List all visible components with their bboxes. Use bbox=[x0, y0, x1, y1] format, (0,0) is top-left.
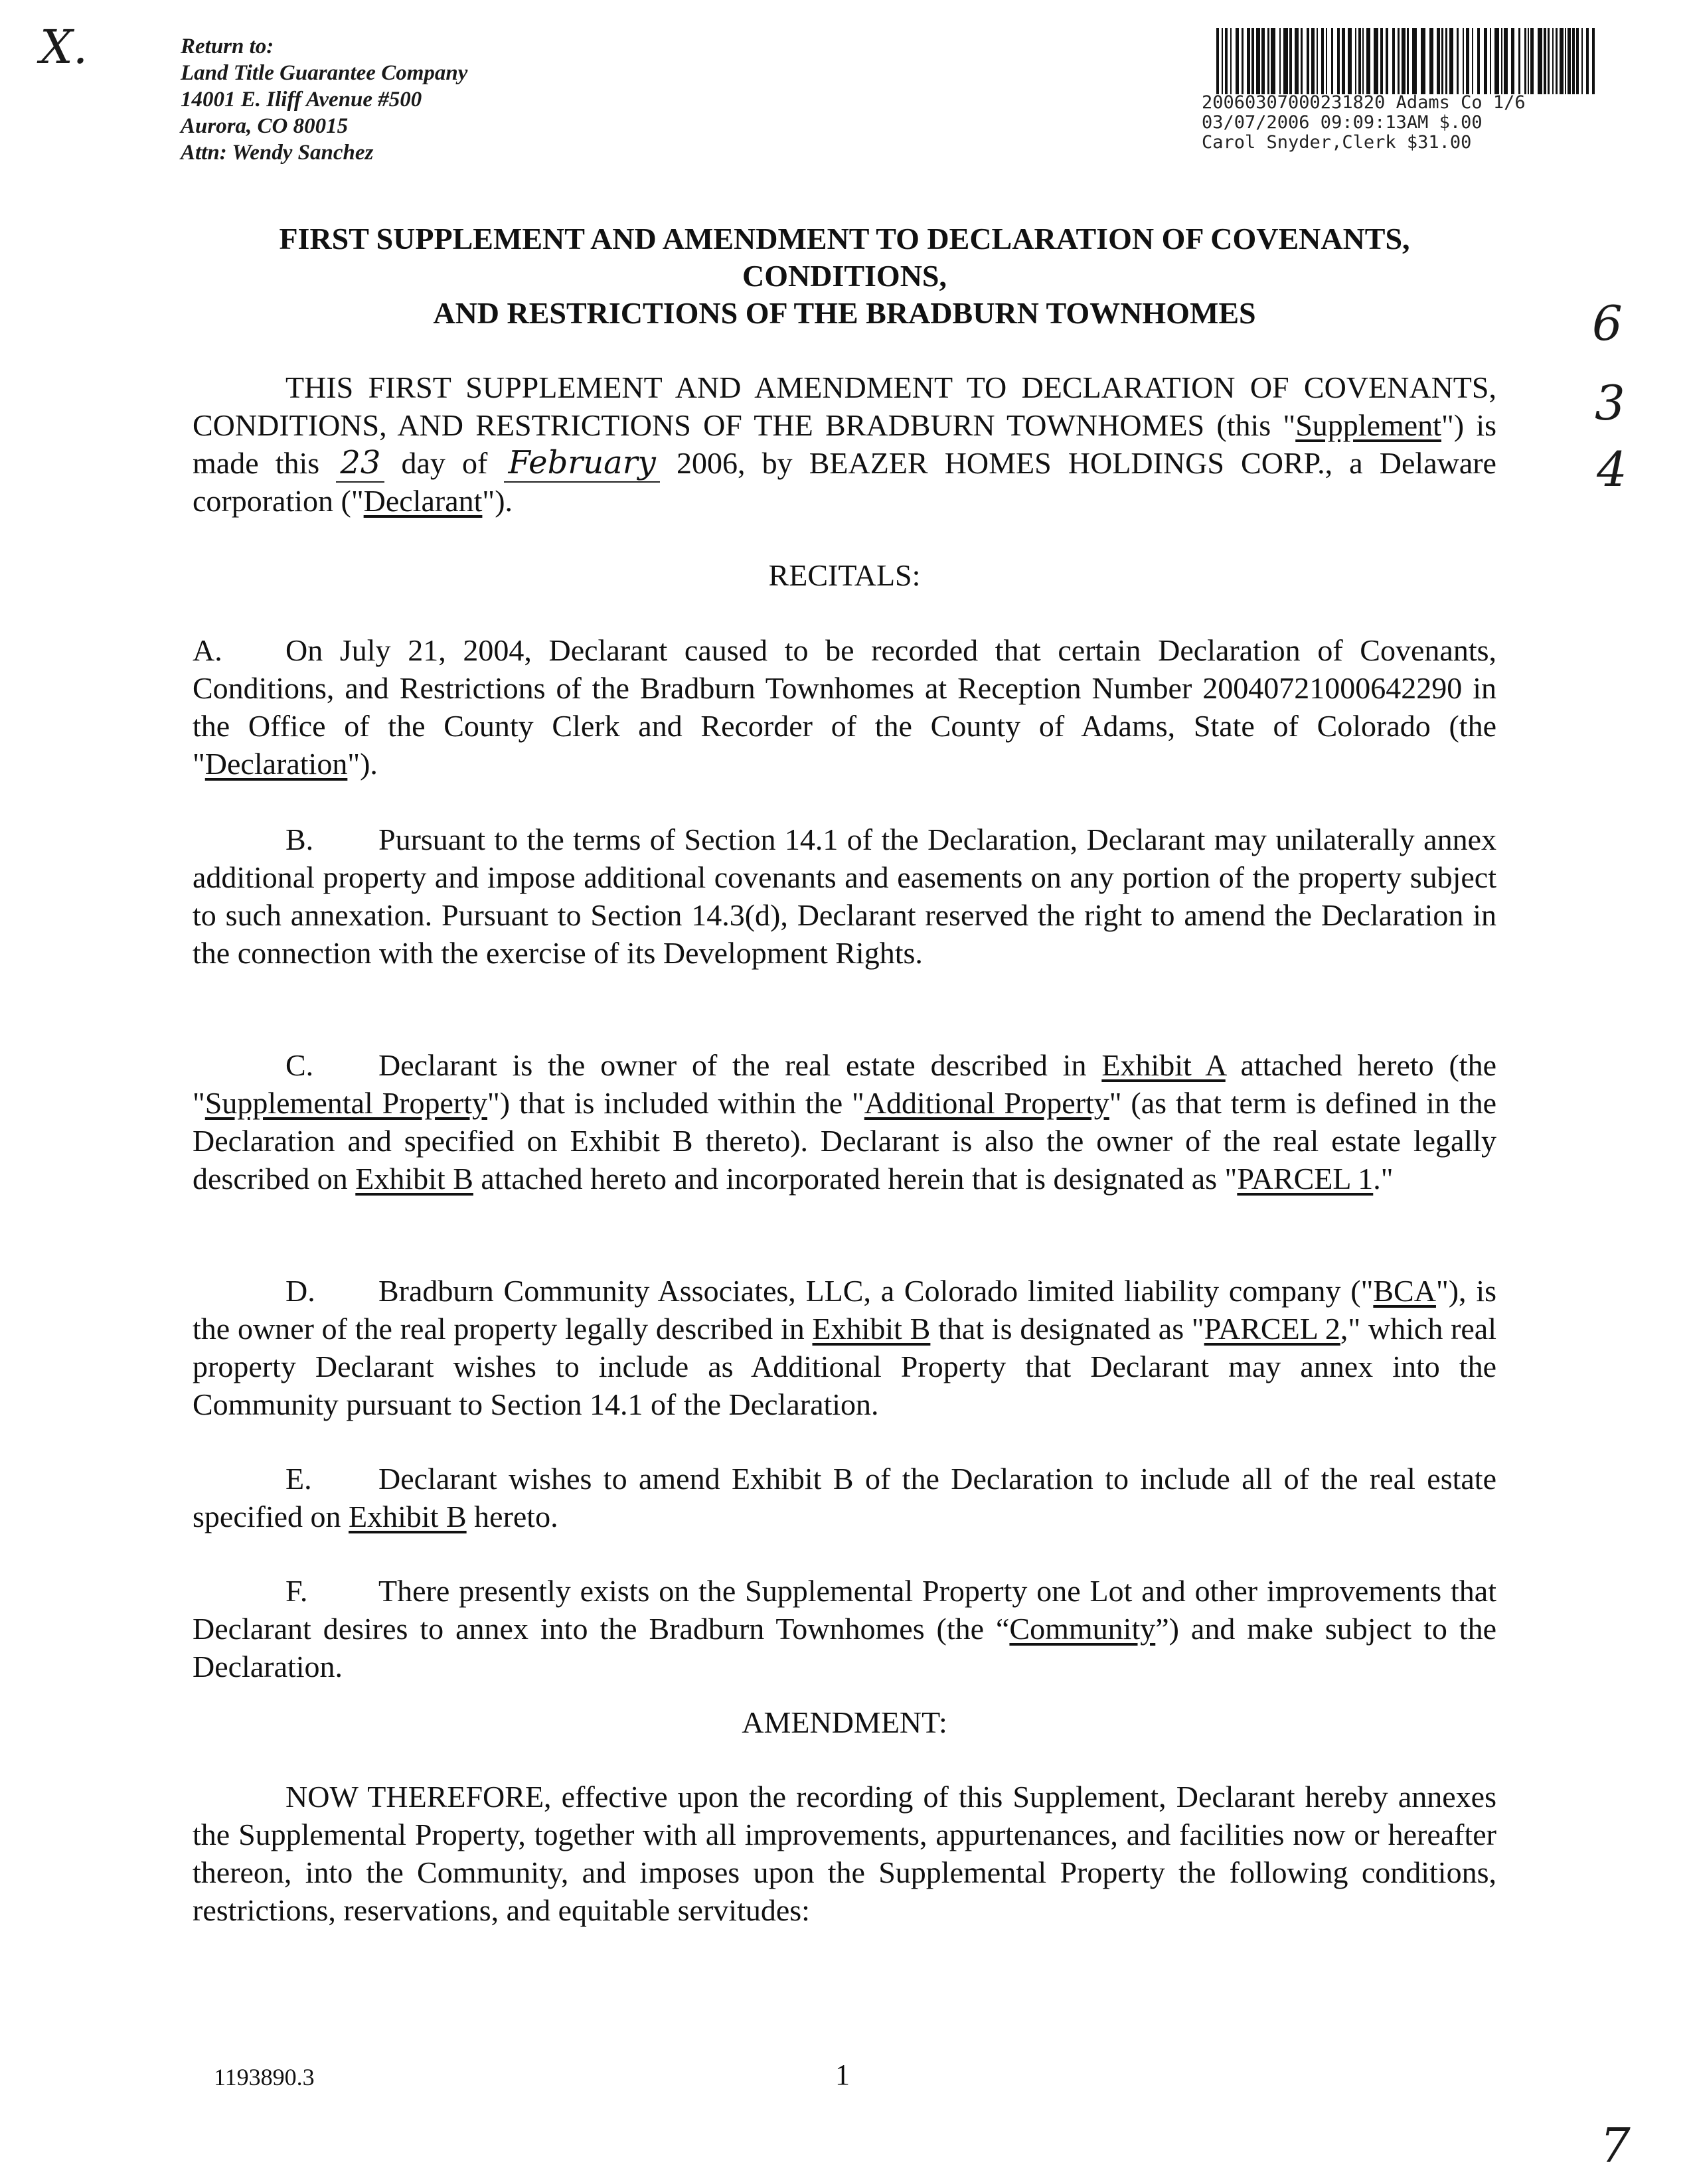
document-id: 1193890.3 bbox=[214, 2064, 315, 2090]
link-exhibit-a: Exhibit A bbox=[1101, 1048, 1226, 1082]
stamp-line-2: 03/07/2006 09:09:13AM $.00 bbox=[1202, 112, 1483, 133]
barcode-bar bbox=[1362, 28, 1364, 94]
barcode-bar bbox=[1283, 28, 1288, 94]
barcode-bar bbox=[1342, 28, 1345, 94]
stamp-line-1: 20060307000231820 Adams Co 1/6 bbox=[1202, 92, 1526, 113]
barcode-bar bbox=[1524, 28, 1526, 94]
barcode-bar bbox=[1295, 28, 1299, 94]
recital-f-letter: F. bbox=[285, 1574, 308, 1608]
recital-d-text-2: "), is the owner of the real property legally described in bbox=[193, 1274, 1497, 1346]
intro-text-5: "). bbox=[482, 484, 513, 518]
barcode-bar bbox=[1494, 28, 1499, 94]
amendment-heading: AMENDMENT: bbox=[742, 1705, 947, 1739]
intro-paragraph bbox=[193, 368, 1496, 520]
barcode-bar bbox=[1380, 28, 1383, 94]
barcode-bar bbox=[1445, 28, 1447, 94]
barcode-bar bbox=[1429, 28, 1433, 94]
barcode-bar bbox=[1225, 28, 1228, 94]
recital-d-text-4: ," which real property Declarant wishes to include as Additional Property that Declarant may annex into the Community pursuant to Section 14.1 of the Declaration. bbox=[193, 1312, 1497, 1421]
recital-c-letter: C. bbox=[285, 1048, 314, 1082]
barcode-bar bbox=[1392, 28, 1395, 94]
term-additional-property: Additional Property bbox=[864, 1086, 1109, 1120]
recital-d-text-3: that is designated as " bbox=[930, 1312, 1204, 1346]
recital-a-letter: A. bbox=[193, 633, 222, 667]
barcode-bar bbox=[1565, 28, 1566, 94]
recital-f-text-1: There presently exists on the Supplemental Property one Lot and other improvements that Declarant desires to annex into the Bradburn Townhomes (the “ bbox=[193, 1574, 1496, 1646]
barcode-bar bbox=[1560, 28, 1564, 94]
document-title bbox=[193, 220, 1496, 332]
recital-a-text-2: "). bbox=[347, 747, 378, 781]
recital-e bbox=[193, 1460, 1496, 1535]
stamp-line-3: Carol Snyder,Clerk $31.00 bbox=[1202, 132, 1472, 153]
term-supplement: Supplement bbox=[1295, 408, 1441, 442]
barcode-bar bbox=[1251, 28, 1254, 94]
recital-e-text-1: Declarant wishes to amend Exhibit B of the Declaration to include all of the real estate specified on bbox=[193, 1462, 1496, 1533]
barcode-bar bbox=[1544, 28, 1546, 94]
return-to-company: Land Title Guarantee Company bbox=[181, 61, 468, 85]
barcode-bar bbox=[1511, 28, 1514, 94]
barcode-bar bbox=[1301, 28, 1303, 94]
barcode-bar bbox=[1236, 28, 1239, 94]
recital-d bbox=[193, 1272, 1496, 1423]
barcode-bar bbox=[1386, 28, 1388, 94]
barcode-bar bbox=[1348, 28, 1352, 94]
recital-b bbox=[193, 820, 1496, 972]
term-declarant: Declarant bbox=[363, 484, 483, 518]
now-therefore-paragraph: NOW THEREFORE, effective upon the recording of this Supplement, Declarant hereby annexes the Supplemental Property, together with all improvements, appurtenances, and facilities now or hereafter thereon, into the Community, and imposes upon the Supplemental Property the following conditions, restrictions, reservations, and equitable servitudes: bbox=[193, 1780, 1496, 1927]
recital-e-text-2: hereto. bbox=[466, 1500, 558, 1533]
barcode-bar bbox=[1463, 28, 1464, 94]
barcode-bar bbox=[1504, 28, 1508, 94]
recital-c-text-4: " (as that term is defined in the Declaration and specified on Exhibit B thereto). Declarant is also the owner of the real estate legally described on bbox=[193, 1086, 1496, 1196]
barcode-bar bbox=[1441, 28, 1443, 94]
intro-text-2: ") is made this bbox=[193, 408, 1496, 480]
margin-handwritten-6: 6 bbox=[1592, 295, 1623, 351]
barcode-bar bbox=[1472, 28, 1473, 94]
recital-d-letter: D. bbox=[285, 1274, 315, 1308]
title-line-3: AND RESTRICTIONS OF THE BRADBURN TOWNHOMES bbox=[433, 296, 1256, 330]
barcode-bar bbox=[1261, 28, 1265, 94]
return-to-attn: Attn: Wendy Sanchez bbox=[181, 141, 374, 165]
recital-a bbox=[193, 631, 1496, 783]
recital-c-text-1: Declarant is the owner of the real estate described in bbox=[378, 1048, 1102, 1082]
handwritten-day: 23 bbox=[336, 444, 384, 483]
barcode-bar bbox=[1402, 28, 1406, 94]
page-number: 1 bbox=[835, 2059, 850, 2091]
barcode-bar bbox=[1466, 28, 1469, 94]
return-to-city: Aurora, CO 80015 bbox=[181, 114, 349, 138]
barcode-bar bbox=[1311, 28, 1315, 94]
barcode-bar bbox=[1331, 28, 1333, 94]
recording-stamp bbox=[1202, 93, 1627, 153]
barcode-bar bbox=[1530, 28, 1534, 94]
link-exhibit-b-d: Exhibit B bbox=[812, 1312, 931, 1346]
link-exhibit-b-e: Exhibit B bbox=[349, 1500, 467, 1533]
barcode-bar bbox=[1412, 28, 1417, 94]
barcode-bar bbox=[1242, 28, 1244, 94]
barcode-bar bbox=[1366, 28, 1370, 94]
barcode-bar bbox=[1374, 28, 1378, 94]
term-supplemental-property: Supplemental Property bbox=[204, 1086, 487, 1120]
barcode-bar bbox=[1398, 28, 1400, 94]
barcode-bar bbox=[1528, 28, 1529, 94]
recital-c-text-2: attached hereto (the " bbox=[193, 1048, 1496, 1120]
barcode-bar bbox=[1289, 28, 1292, 94]
intro-text-1: THIS FIRST SUPPLEMENT AND AMENDMENT TO DECLARATION OF COVENANTS, CONDITIONS, AND RESTRICTIONS OF THE BRADBURN TOWNHOMES (this " bbox=[193, 370, 1496, 442]
return-to-block bbox=[181, 33, 659, 166]
intro-text-3: day of bbox=[384, 446, 505, 480]
recital-d-text-1: Bradburn Community Associates, LLC, a Colorado limited liability company (" bbox=[378, 1274, 1374, 1308]
barcode-bar bbox=[1321, 28, 1324, 94]
margin-handwritten-3: 3 bbox=[1595, 375, 1625, 431]
barcode-bar bbox=[1592, 28, 1595, 94]
barcode-bar bbox=[1355, 28, 1356, 94]
barcode-bar bbox=[1437, 28, 1440, 94]
term-parcel-1: PARCEL 1 bbox=[1237, 1162, 1374, 1196]
recital-c-text-5: attached hereto and incorporated herein that is designated as " bbox=[473, 1162, 1238, 1196]
recital-a-text-1: On July 21, 2004, Declarant caused to be recorded that certain Declaration of Covenants, Conditions, and Restrictions of the Bradburn Townhomes at Reception Number 20040721000642290 in the Office of the County Clerk and Recorder of the County of Adams, State of Colorado (the " bbox=[193, 633, 1496, 781]
recital-f-text-2: ”) and make subject to the Declaration. bbox=[193, 1612, 1496, 1683]
barcode-bar bbox=[1518, 28, 1520, 94]
barcode-bar bbox=[1337, 28, 1340, 94]
barcode-bar bbox=[1457, 28, 1459, 94]
barcode-bar bbox=[1271, 28, 1275, 94]
barcode-bar bbox=[1230, 28, 1232, 94]
return-to-label: Return to: bbox=[181, 35, 274, 58]
recital-c-text-6: ." bbox=[1373, 1162, 1394, 1196]
barcode-bar bbox=[1449, 28, 1453, 94]
barcode-bar bbox=[1576, 28, 1579, 94]
barcode-bar bbox=[1581, 28, 1583, 94]
barcode-bar bbox=[1326, 28, 1327, 94]
barcode-bar bbox=[1477, 28, 1480, 94]
handwritten-7-mark: 7 bbox=[1600, 2118, 1631, 2173]
barcode-bar bbox=[1501, 28, 1502, 94]
handwritten-x-mark: X. bbox=[40, 20, 88, 74]
barcode-bar bbox=[1556, 28, 1558, 94]
barcode-bar bbox=[1484, 28, 1487, 94]
intro-text-4: 2006, by BEAZER HOMES HOLDINGS CORP., a Delaware corporation (" bbox=[193, 446, 1496, 518]
handwritten-month: February bbox=[504, 444, 659, 483]
recital-c bbox=[193, 1046, 1496, 1198]
barcode-bar bbox=[1407, 28, 1409, 94]
link-exhibit-b: Exhibit B bbox=[355, 1162, 473, 1196]
barcode-bar bbox=[1358, 28, 1361, 94]
barcode-bar bbox=[1586, 28, 1589, 94]
barcode-bar bbox=[1568, 28, 1571, 94]
barcode bbox=[1216, 28, 1596, 94]
title-line-1: FIRST SUPPLEMENT AND AMENDMENT TO DECLARATION OF COVENANTS, bbox=[279, 222, 1410, 256]
barcode-bar bbox=[1216, 28, 1219, 94]
term-bca: BCA bbox=[1373, 1274, 1436, 1308]
title-line-2: CONDITIONS, bbox=[742, 259, 947, 293]
barcode-bar bbox=[1572, 28, 1575, 94]
barcode-bar bbox=[1538, 28, 1542, 94]
barcode-bar bbox=[1222, 28, 1223, 94]
barcode-bar bbox=[1307, 28, 1309, 94]
recital-b-letter: B. bbox=[285, 822, 314, 856]
barcode-bar bbox=[1279, 28, 1281, 94]
term-parcel-2: PARCEL 2 bbox=[1204, 1312, 1340, 1346]
barcode-bar bbox=[1552, 28, 1554, 94]
return-to-street: 14001 E. Iliff Avenue #500 bbox=[181, 88, 422, 112]
recital-f bbox=[193, 1572, 1496, 1685]
barcode-bar bbox=[1267, 28, 1269, 94]
term-community: Community bbox=[1009, 1612, 1156, 1646]
term-declaration: Declaration bbox=[204, 747, 348, 781]
recital-e-letter: E. bbox=[285, 1462, 312, 1496]
recitals-heading: RECITALS: bbox=[768, 558, 921, 592]
barcode-bar bbox=[1247, 28, 1250, 94]
barcode-bar bbox=[1548, 28, 1550, 94]
barcode-bar bbox=[1421, 28, 1425, 94]
barcode-bar bbox=[1490, 28, 1491, 94]
barcode-bar bbox=[1256, 28, 1260, 94]
margin-handwritten-4: 4 bbox=[1597, 441, 1627, 497]
barcode-bar bbox=[1317, 28, 1318, 94]
recital-b-text: Pursuant to the terms of Section 14.1 of the Declaration, Declarant may unilaterally annex additional property and impose additional covenants and easements on any portion of the property subject to such annexation. Pursuant to Section 14.3(d), Declarant reserved the right to amend the Declaration in the connection with the exercise of its Development Rights. bbox=[193, 822, 1496, 970]
recital-c-text-3: ") that is included within the " bbox=[487, 1086, 864, 1120]
